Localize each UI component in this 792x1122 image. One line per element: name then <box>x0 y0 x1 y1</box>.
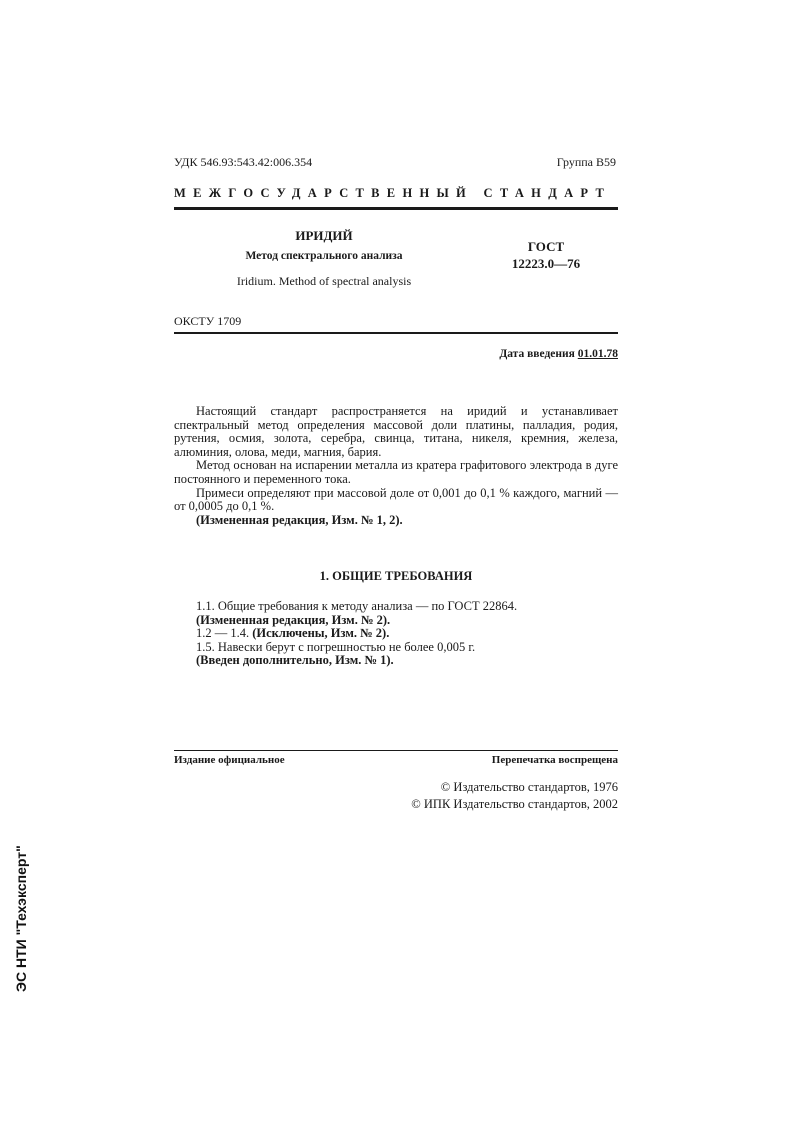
official-edition-label: Издание официальное <box>174 754 285 766</box>
footer-divider <box>174 750 618 751</box>
item-1-2-note: (Исключены, Изм. № 2). <box>252 626 390 641</box>
item-1-1-note: (Измененная редакция, Изм. № 2). <box>196 612 391 627</box>
document-title: ИРИДИЙ <box>295 228 353 243</box>
okstu-code: ОКСТУ 1709 <box>174 314 242 328</box>
item-1-1: 1.1. Общие требования к методу анализа — по ГОСТ 22864. <box>196 599 518 613</box>
introduction-date <box>300 348 618 360</box>
group-code: Группа В59 <box>556 155 616 169</box>
gost-label: ГОСТ <box>527 239 565 254</box>
scope-paragraph-1: Настоящий стандарт распространяется на иридий и устанавливает спектральный метод определения массовой доли платины, палладия, родия, рутения, осмия, золота, серебра, свинца, титана, никеля, кремния, железа, алюминия, олова, меди, магния, бария. <box>174 404 618 459</box>
item-1-5-note: (Введен дополнительно, Изм. № 1). <box>196 653 394 668</box>
copyright-1976: © Издательство стандартов, 1976 <box>440 780 618 794</box>
gost-designation <box>486 238 606 272</box>
item-1-5: 1.5. Навески берут с погрешностью не более 0,005 г. <box>196 639 476 654</box>
reprint-prohibited-label: Перепечатка воспрещена <box>491 754 618 766</box>
scope-paragraph-3: Примеси определяют при массовой доле от 0,001 до 0,1 % каждого, магний — от 0,0005 до 0,1 %. <box>174 485 618 514</box>
document-subtitle: Метод спектрального анализа <box>245 250 403 262</box>
copyright-2002: © ИПК Издательство стандартов, 2002 <box>411 797 618 811</box>
side-watermark: ЭС НТИ "Техэксперт" <box>13 845 29 992</box>
english-title: Iridium. Method of spectral analysis <box>236 274 412 288</box>
interstate-standard-heading: МЕЖГОСУДАРСТВЕННЫЙ СТАНДАРТ <box>174 186 612 200</box>
item-1-2-number: 1.2 — 1.4. <box>196 626 250 641</box>
okstu-divider <box>174 332 618 334</box>
section-1-title: 1. ОБЩИЕ ТРЕБОВАНИЯ <box>319 569 473 583</box>
gost-number: 12223.0—76 <box>511 256 581 271</box>
header-divider <box>174 207 618 210</box>
scope-text <box>174 405 618 527</box>
section-1-text <box>174 600 618 668</box>
item-1-2-1-4 <box>174 627 618 641</box>
introduction-date-label: Дата введения <box>499 348 575 360</box>
scope-paragraph-2: Метод основан на испарении металла из кратера графитового электрода в дуге постоянного и переменного тока. <box>174 458 618 486</box>
scope-amendment-note: (Измененная редакция, Изм. № 1, 2). <box>196 512 403 527</box>
udk-code: УДК 546.93:543.42:006.354 <box>174 155 313 169</box>
introduction-date-value: 01.01.78 <box>577 348 618 360</box>
